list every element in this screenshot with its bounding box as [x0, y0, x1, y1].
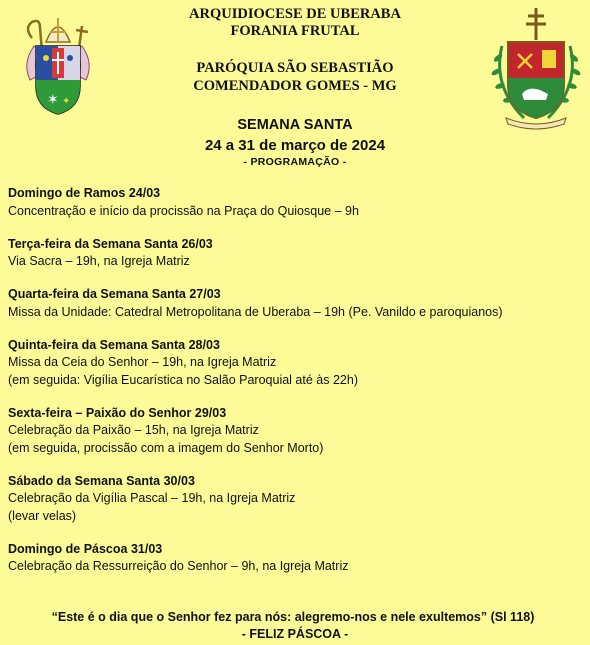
parish-location: COMENDADOR GOMES - MG	[193, 78, 397, 94]
easter-quote: “Este é o dia que o Senhor fez para nós: alegremo-nos e nele exultemos” (Sl 118)	[51, 610, 535, 624]
schedule-item-note: (levar velas)	[8, 508, 77, 523]
schedule-item-title: Sexta-feira – Paixão do Senhor 29/03	[8, 405, 227, 420]
schedule-item-detail: Celebração da Vigília Pascal – 19h, na Igreja Matriz	[8, 491, 296, 505]
easter-greeting: - FELIZ PÁSCOA -	[241, 627, 349, 641]
forania-name: FORANIA FRUTAL	[230, 23, 360, 39]
schedule-item	[8, 541, 583, 576]
svg-text:✦: ✦	[62, 96, 71, 107]
schedule-item-title: Terça-feira da Semana Santa 26/03	[8, 236, 213, 251]
schedule-item-title: Quinta-feira da Semana Santa 28/03	[8, 337, 220, 352]
schedule-item-title: Sábado da Semana Santa 30/03	[8, 473, 195, 488]
schedule-item	[8, 286, 583, 321]
schedule-item	[8, 473, 583, 526]
parish-name: PARÓQUIA SÃO SEBASTIÃO	[196, 60, 394, 76]
schedule-item	[8, 405, 583, 458]
schedule-item-title: Domingo de Ramos 24/03	[8, 186, 161, 200]
schedule-item	[8, 236, 583, 271]
archdiocese-name: ARQUIDIOCESE DE UBERABA	[189, 6, 401, 22]
schedule-item-detail: Missa da Ceia do Senhor – 19h, na Igreja Matriz	[8, 355, 277, 369]
event-dates: 24 a 31 de março de 2024	[204, 137, 386, 154]
schedule-item-title: Quarta-feira da Semana Santa 27/03	[8, 287, 221, 301]
schedule-item-detail: Celebração da Paixão – 15h, na Igreja Matriz	[8, 423, 259, 437]
schedule-item-detail: Via Sacra – 19h, na Igreja Matriz	[8, 254, 190, 268]
schedule-item-detail: Missa da Unidade: Catedral Metropolitana de Uberaba – 19h (Pe. Vanildo e paroquianos)	[8, 304, 503, 319]
parish-crest-icon	[488, 6, 584, 130]
program-subtitle: - PROGRAMAÇÃO -	[243, 156, 347, 168]
schedule-item-note: (em seguida, procissão com a imagem do Senhor Morto)	[8, 440, 324, 455]
schedule-item	[8, 337, 583, 390]
schedule-item-note: (em seguida: Vigília Eucarística no Salão Paroquial até às 22h)	[8, 372, 358, 387]
event-title: SEMANA SANTA	[237, 117, 353, 133]
schedule-item-title: Domingo de Páscoa 31/03	[8, 541, 163, 556]
schedule-list	[8, 185, 583, 591]
schedule-item	[8, 185, 583, 220]
schedule-item-detail: Celebração da Ressurreição do Senhor – 9h, na Igreja Matriz	[8, 559, 349, 573]
schedule-item-detail: Concentração e início da procissão na Praça do Quiosque – 9h	[8, 203, 359, 218]
svg-text:✶: ✶	[47, 92, 59, 108]
